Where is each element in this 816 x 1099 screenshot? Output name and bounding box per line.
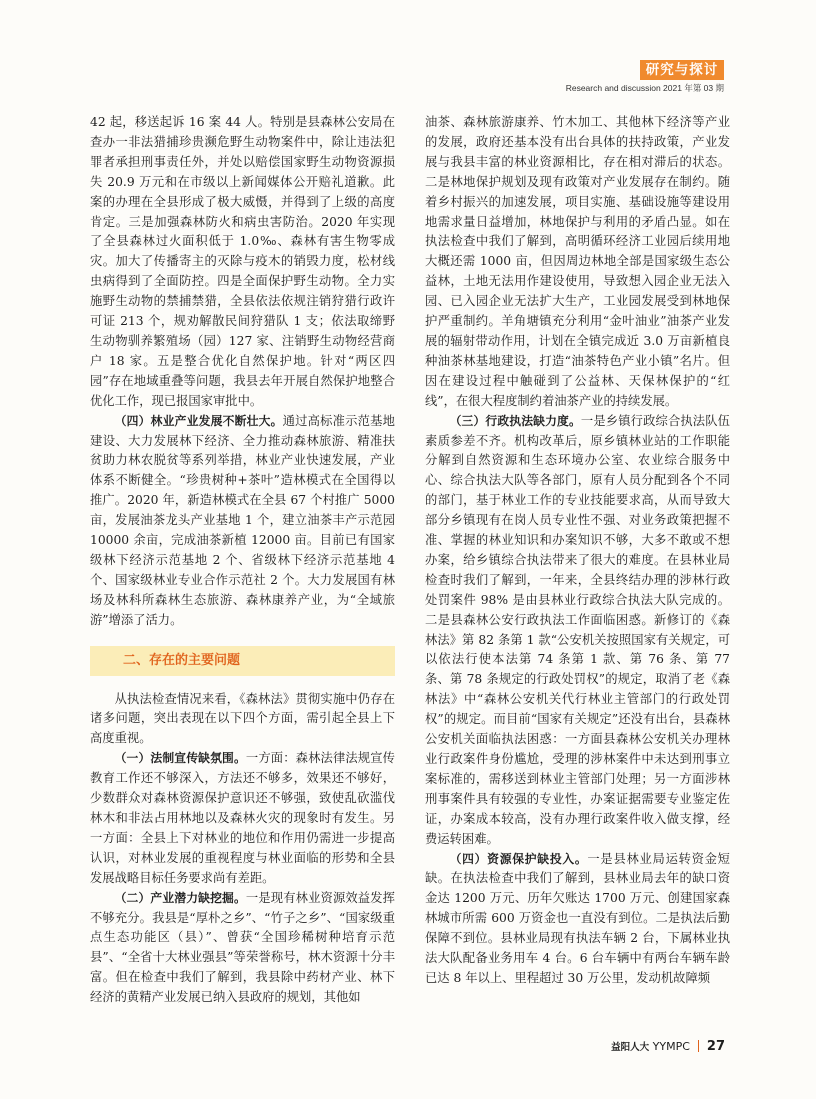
paragraph-body: 一是乡镇行政综合执法队伍素质参差不齐。机构改革后，原乡镇林业站的工作职能分解到自然资源和生态环境办公室、农业综合服务中心、综合执法大队等各部门，原有人员分配到各个不同的部门，基于林业工作的专业技能要求高，从而导致大部分乡镇现有在岗人员专业性不强、对业务政策把握不准、掌握的林业知识和办案知识不够，大多不敢或不想办案，给乡镇综合执法带来了很大的难度。在县林业局检查时我们了解到，一年来，全县终结办理的涉林行政处罚案件 98% 是由县林业行政综合执法大队完成的。二是县森林公安行政执法工作面临困惑。新修订的《森林法》第 82 条第 1 款“公安机关按照国家有关规定，可以依法行使本法第 74 条第 1 款、第 76 条、第 77 条、第 78 条规定的行政处罚权”的规定，取消了老《森林法》中“森林公安机关代行林业主管部门的行政处罚权”的规定。而目前“国家有关规定”还没有出台，县森林公安机关面临执法困惑：一方面县森林公安机关办理林业行政案件身份尴尬，受理的涉林案件中未达到刑事立案标准的，需移送到林业主管部门处理；另一方面涉林刑事案件具有较强的专业性，办案证据需要专业鉴定佐证，办案成本较高，没有办理行政案件收入做支撑，经费运转困难。 — [425, 413, 730, 846]
footer-source: 益阳人大 — [611, 1042, 650, 1053]
paragraph — [425, 850, 730, 989]
paragraph — [90, 412, 395, 631]
page-number: 27 — [706, 1039, 725, 1054]
paragraph-body: 通过高标准示范基地建设、大力发展林下经济、全力推动森林旅游、精准扶贫助力林农脱贫等系列举措，林业产业快速发展，产业体系不断健全。“珍贵树种+茶叶”造林模式在全国得以推广。2020 年，新造林模式在全县 67 个村推广 5000 亩，发展油茶龙头产业基地 1 个，建立油茶丰产示范园 10000 余亩，完成油茶新植 12000 亩。目前已有国家级林下经济示范基地 2 个、省级林下经济示范基地 4 个、国家级林业专业合作示范社 2 个。大力发展国有林场及林科所森林生态旅游、森林康养产业，为“全域旅游”增添了活力。 — [90, 413, 395, 627]
section-heading: 二、存在的主要问题 — [90, 646, 395, 676]
paragraph-body: 一是现有林业资源效益发挥不够充分。我县是“厚朴之乡”、“竹子之乡”、“国家级重点生态功能区（县）”、曾获“全国珍稀树种培育示范县”、“全省十大林业强县”等荣誉称号，林木资源十分丰富。但在检查中我们了解到，我县除中药材产业、林下经济的黄精产业发展已纳入县政府的规划，其他如 — [90, 890, 395, 1005]
subheading: （四）资源保护缺投入。 — [449, 851, 588, 866]
paragraph: 油茶、森林旅游康养、竹木加工、其他林下经济等产业的发展，政府还基本没有出台具体的扶持政策，产业发展与我县丰富的林业资源相比，存在相对滞后的状态。二是林地保护规划及现有政策对产业发展存在制约。随着乡村振兴的加速发展，项目实施、基础设施等建设用地需求量日益增加，林地保护与利用的矛盾凸显。如在执法检查中我们了解到，高明循环经济工业园后续用地大概还需 1000 亩，但因周边林地全部是国家级生态公益林，土地无法用作建设使用，导致想入园企业无法入园、已入园企业无法扩大生产，工业园发展受到林地保护严重制约。羊角塘镇充分利用“金叶油业”油茶产业发展的辐射带动作用，计划在全镇完成近 3.0 万亩新植良种油茶林基地建设，打造“油茶特色产业小镇”名片。但因在建设过程中触碰到了公益林、天保林保护的“红线”，在很大程度制约着油茶产业的持续发展。 — [425, 115, 730, 408]
footer-divider — [698, 1040, 699, 1052]
subheading: （四）林业产业发展不断壮大。 — [114, 413, 283, 428]
paragraph — [425, 412, 730, 850]
subheading: （一）法制宣传缺氛围。 — [114, 751, 246, 766]
paragraph — [90, 749, 395, 888]
right-column — [425, 113, 730, 989]
issue-subtitle: Research and discussion 2021 年第 03 期 — [565, 83, 724, 93]
paragraph-body: 一方面：森林法律法规宣传教育工作还不够深入，方法还不够多，效果还不够好，少数群众对森林资源保护意识还不够强，致使乱砍滥伐林木和非法占用林地以及森林火灾的现象时有发生。另一方面：全县上下对林业的地位和作用仍需进一步提高认识，对林业发展的重视程度与林业面临的形势和全县发展战略目标任务要求尚有差距。 — [90, 751, 395, 885]
subheading: （二）产业潜力缺挖掘。 — [114, 890, 246, 905]
paragraph: 从执法检查情况来看，《森林法》贯彻实施中仍存在诸多问题，突出表现在以下四个方面，需引起全县上下高度重视。 — [90, 691, 395, 746]
footer-code: YYMPC — [652, 1040, 690, 1053]
paragraph: 42 起，移送起诉 16 案 44 人。特别是县森林公安局在查办一非法猎捕珍贵濒危野生动物案件中，除让违法犯罪者承担刑事责任外，并处以赔偿国家野生动物资源损失 20.9 万元和在市级以上新闻媒体公开赔礼道歉。此案的办理在全县形成了极大威慑，并得到了上级的高度肯定。三是加强森林防火和病虫害防治。2020 年实现了全县森林过火面积低于 1.0‰、森林有害生物零成灾。加大了传播寄主的灭除与疫木的销毁力度，松材线虫病得到了全面防控。四是全面保护野生动物。全力实施野生动物的禁捕禁猎，全县依法依规注销狩猎行政许可证 213 个，规劝解散民间狩猎队 1 支；依法取缔野生动物驯养繁殖场（园）127 家、注销野生动物经营商户 18 家。五是整合优化自然保护地。针对“两区四园”存在地域重叠等问题，我县去年开展自然保护地整合优化工作，现已报国家审批中。 — [90, 115, 395, 408]
paragraph — [90, 889, 395, 1008]
subheading: （三）行政执法缺力度。 — [449, 413, 581, 428]
column-tag: 研究与探讨 — [640, 60, 724, 80]
left-column — [90, 113, 395, 1008]
paragraph-body: 一是县林业局运转资金短缺。在执法检查中我们了解到，县林业局去年的缺口资金达 1200 万元、历年欠账达 1700 万元、创建国家森林城市所需 600 万资金也一直没有到位。二是执法后勤保障不到位。县林业局现有执法车辆 2 台，下属林业执法大队配备业务用车 4 台。6 台车辆中有两台车辆车龄已达 8 年以上、里程超过 30 万公里，发动机故障频 — [425, 851, 730, 985]
page-footer — [611, 1039, 725, 1054]
